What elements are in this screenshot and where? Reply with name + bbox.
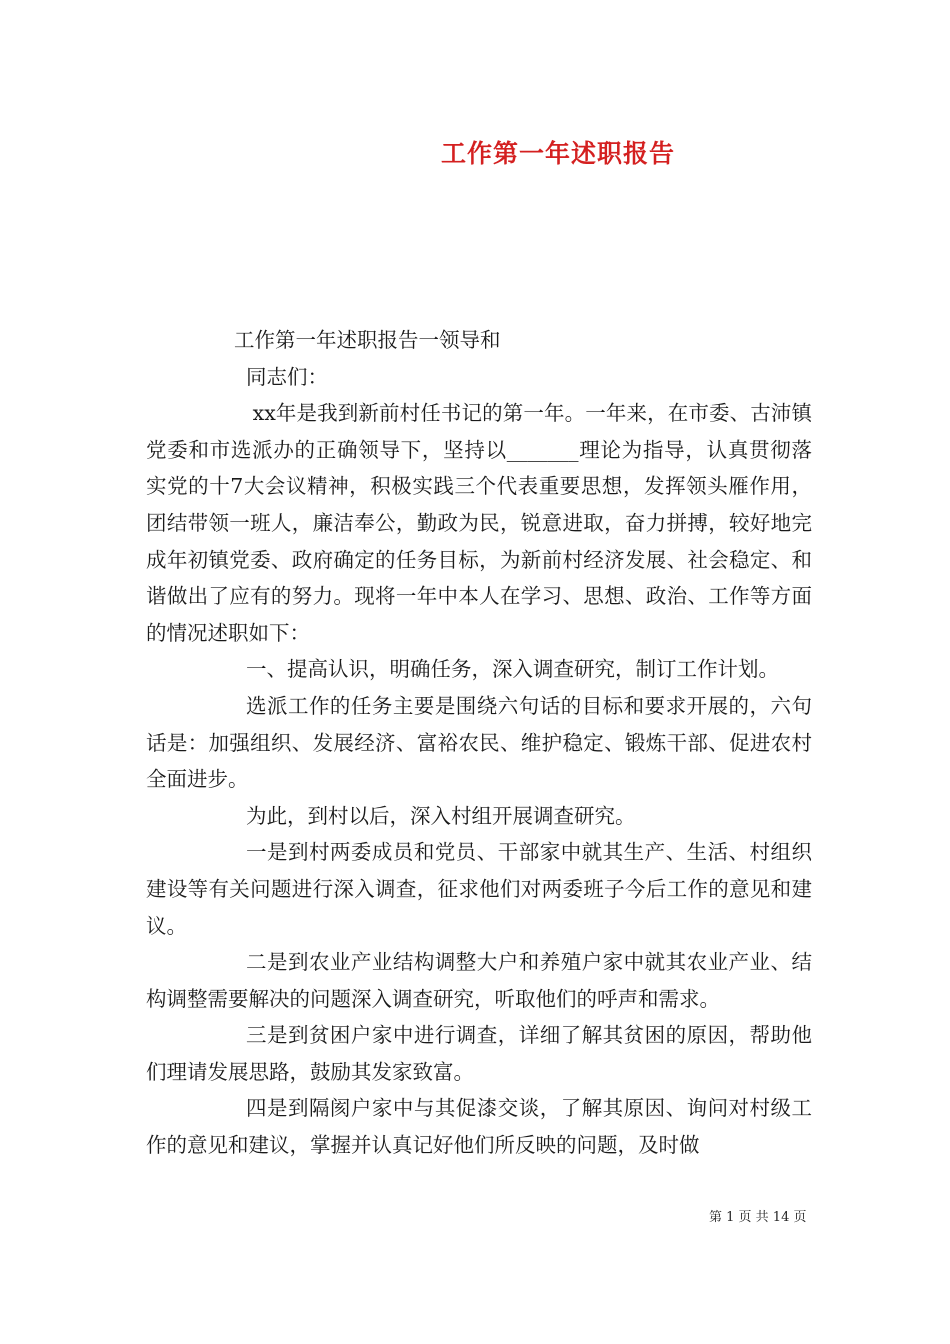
paragraph-subtitle: 工作第一年述职报告一领导和 <box>234 328 501 352</box>
paragraph-task: 选派工作的任务主要是围绕六句话的目标和要求开展的，六句话是：加强组织、发展经济、富裕农民、维护稳定、锻炼干部、促进农村全面进步。 <box>146 693 812 792</box>
paragraph-item-four: 四是到隔阂户家中与其促漆交谈，了解其原因、询问对村级工作的意见和建议，掌握并认真记好他们所反映的问题，及时做 <box>146 1096 812 1158</box>
paragraph-section-heading: 一、提高认识，明确任务，深入调查研究，制订工作计划。 <box>246 657 779 682</box>
paragraph-greeting: 同志们： <box>246 364 328 389</box>
document-title: 工作第一年述职报告 <box>440 139 675 168</box>
paragraph-item-three: 三是到贫困户家中进行调查，详细了解其贫困的原因，帮助他们理请发展思路，鼓励其发家致富。 <box>146 1023 812 1084</box>
paragraph-item-two: 二是到农业产业结构调整大户和养殖户家中就其农业产业、结构调整需要解决的问题深入调查研究，听取他们的呼声和需求。 <box>146 950 812 1011</box>
paragraph-research: 为此，到村以后，深入村组开展调查研究。 <box>246 803 636 828</box>
page-number: 第 1 页 共 14 页 <box>709 1210 807 1225</box>
paragraph-intro: xx年是我到新前村任书记的第一年。一年来，在市委、古沛镇党委和市选派办的正确领导下，坚持以_______理论为指导，认真贯彻落实党的十7大会议精神，积极实践三个代表重要思想，发挥领头雁作用，团结带领一班人，廉洁奉公，勤政为民，锐意进取，奋力拼搏，较好地完成年初镇党委、政府确定的任务目标，为新前村经济发展、社会稳定、和谐做出了应有的努力。现将一年中本人在学习、思想、政治、工作等方面的情况述职如下： <box>146 401 812 645</box>
document-body <box>146 322 812 1164</box>
paragraph-item-one: 一是到村两委成员和党员、干部家中就其生产、生活、村组织建设等有关问题进行深入调查，征求他们对两委班子今后工作的意见和建议。 <box>146 840 812 938</box>
